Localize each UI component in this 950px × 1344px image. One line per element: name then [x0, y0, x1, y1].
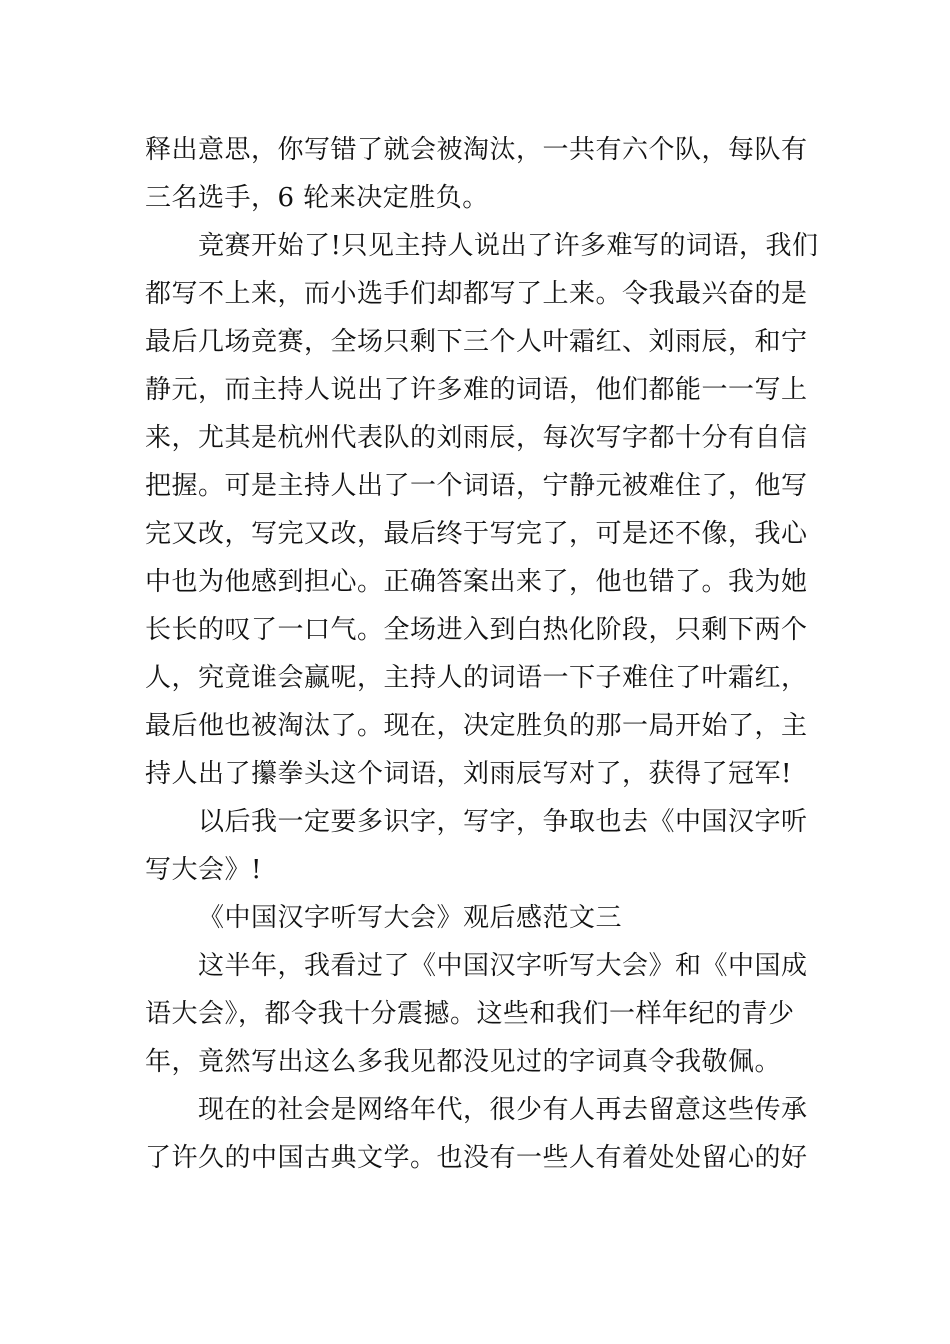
text-line: 长长的叹了一口气。全场进入到白热化阶段，只剩下两个 [145, 615, 808, 645]
text-line: 把握。可是主持人出了一个词语，宁静元被难住了，他写 [145, 471, 808, 501]
text-line: 中也为他感到担心。正确答案出来了，他也错了。我为她 [145, 567, 808, 597]
text-line: 来，尤其是杭州代表队的刘雨辰，每次写字都十分有自信 [145, 423, 808, 453]
text-line: 完又改，写完又改，最后终于写完了，可是还不像，我心 [145, 519, 808, 549]
text-line: 语大会》，都令我十分震撼。这些和我们一样年纪的青少 [145, 999, 795, 1029]
text-line: 都写不上来，而小选手们却都写了上来。令我最兴奋的是 [145, 279, 808, 309]
text-line: 释出意思，你写错了就会被淘汰，一共有六个队，每队有 [145, 135, 808, 165]
text-line: 三名选手，6 轮来决定胜负。 [145, 183, 489, 213]
text-line: 写大会》! [145, 855, 262, 885]
text-line: 持人出了攥拳头这个词语，刘雨辰写对了，获得了冠军! [145, 759, 792, 789]
section-heading: 《中国汉字听写大会》观后感范文三 [198, 903, 623, 933]
text-line: 这半年，我看过了《中国汉字听写大会》和《中国成 [198, 951, 808, 981]
text-line: 现在的社会是网络年代，很少有人再去留意这些传承 [198, 1095, 808, 1125]
text-line: 最后几场竞赛，全场只剩下三个人叶霜红、刘雨辰，和宁 [145, 327, 808, 357]
text-line: 竞赛开始了!只见主持人说出了许多难写的词语，我们 [198, 231, 819, 261]
text-line: 年，竟然写出这么多我见都没见过的字词真令我敬佩。 [145, 1047, 782, 1077]
text-line: 了许久的中国古典文学。也没有一些人有着处处留心的好 [145, 1143, 808, 1173]
text-line: 以后我一定要多识字，写字，争取也去《中国汉字听 [198, 807, 808, 837]
document-body [145, 126, 819, 1182]
text-line: 静元，而主持人说出了许多难的词语，他们都能一一写上 [145, 375, 808, 405]
text-line: 人，究竟谁会赢呢，主持人的词语一下子难住了叶霜红， [145, 663, 808, 693]
text-line: 最后他也被淘汰了。现在，决定胜负的那一局开始了，主 [145, 711, 808, 741]
